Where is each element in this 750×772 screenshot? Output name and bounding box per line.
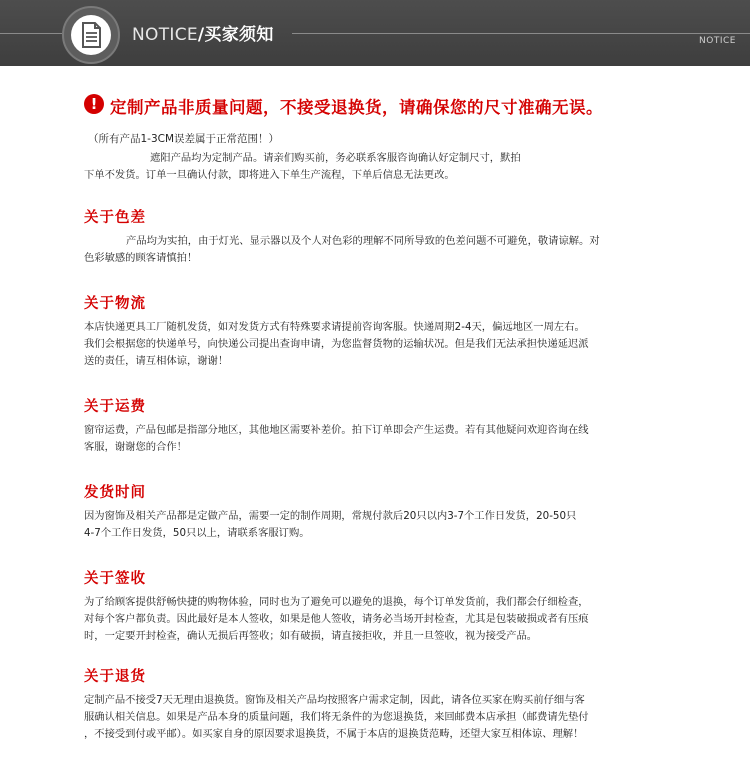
document-icon xyxy=(71,15,111,55)
document-badge xyxy=(62,6,120,64)
section-line: 服确认相关信息。如果是产品本身的质量问题，我们将无条件的为您退换货，来回邮费本店承担（邮费请先垫付 xyxy=(84,711,589,723)
alert-text: 定制产品非质量问题，不接受退换货，请确保您的尺寸准确无误。 xyxy=(110,98,603,117)
banner-divider-left xyxy=(0,33,62,34)
section-heading-signing: 关于签收 xyxy=(84,571,146,587)
section-line: 因为窗饰及相关产品都是定做产品，需要一定的制作周期，常规付款后20只以内3-7个工作日发货，20-50只 xyxy=(84,510,577,522)
section-body-returns xyxy=(84,692,664,743)
banner-title-cn: /买家须知 xyxy=(197,25,274,45)
section-line: 对每个客户都负责。因此最好是本人签收，如果是他人签收，请务必当场开封检查，尤其是包装破损或者有压痕 xyxy=(84,613,589,625)
section-line: ，不接受到付或平邮）。如买家自身的原因要求退换货，不属于本店的退换货范畴，还望大家互相体谅、理解！ xyxy=(84,728,584,740)
section-heading-dispatch: 发货时间 xyxy=(84,485,146,501)
section-heading-color: 关于色差 xyxy=(84,210,146,226)
banner-title xyxy=(132,20,274,45)
intro-line: 遮阳产品均为定制产品。请亲们购买前，务必联系客服咨询确认好定制尺寸，默拍 xyxy=(150,152,521,164)
section-body-shipping xyxy=(84,422,664,456)
section-line: 产品均为实拍，由于灯光、显示器以及个人对色彩的理解不同所导致的色差问题不可避免，敬请谅解。对 xyxy=(126,235,600,247)
section-line: 窗帘运费，产品包邮是指部分地区，其他地区需要补差价。拍下订单即会产生运费。若有其他疑问欢迎咨询在线 xyxy=(84,424,589,436)
banner-divider-right xyxy=(292,33,750,34)
section-line: 时，一定要开封检查，确认无损后再签收；如有破损，请直接拒收，并且一旦签收，视为接受产品。 xyxy=(84,630,538,642)
section-line: 本店快递更具工厂随机发货，如对发货方式有特殊要求请提前咨询客服。快递周期2-4天，偏远地区一周左右。 xyxy=(84,321,585,333)
intro-line: 下单不发货。订单一旦确认付款，即将进入下单生产流程，下单后信息无法更改。 xyxy=(84,169,455,181)
section-line: 定制产品不接受7天无理由退换货。窗饰及相关产品均按照客户需求定制，因此，请各位买家在购买前仔细与客 xyxy=(84,694,585,706)
section-body-signing xyxy=(84,594,664,645)
section-line: 色彩敏感的顾客请慎拍！ xyxy=(84,252,198,264)
section-line: 我们会根据您的快递单号，向快递公司提出查询申请，为您监督货物的运输状况。但是我们无法承担快递延迟派 xyxy=(84,338,589,350)
section-line: 为了给顾客提供舒畅快捷的购物体验，同时也为了避免可以避免的退换，每个订单发货前，我们都会仔细检查， xyxy=(84,596,589,608)
notice-banner xyxy=(0,0,750,66)
section-heading-shipping: 关于运费 xyxy=(84,399,146,415)
section-line: 客服，谢谢您的合作！ xyxy=(84,441,187,453)
section-heading-returns: 关于退货 xyxy=(84,669,146,685)
exclamation-icon: ! xyxy=(84,94,104,114)
section-body-color xyxy=(84,233,664,267)
section-body-logistics xyxy=(84,319,664,370)
section-heading-logistics: 关于物流 xyxy=(84,296,146,312)
section-line: 送的责任，请互相体谅，谢谢！ xyxy=(84,355,229,367)
banner-right-label: NOTICE xyxy=(699,36,736,46)
section-body-dispatch xyxy=(84,508,664,542)
banner-title-en: NOTICE xyxy=(132,25,198,45)
intro-paragraph xyxy=(84,150,664,184)
section-line: 4-7个工作日发货，50只以上，请联系客服订购。 xyxy=(84,527,310,539)
tolerance-note: （所有产品1-3CM误差属于正常范围！） xyxy=(88,133,280,145)
